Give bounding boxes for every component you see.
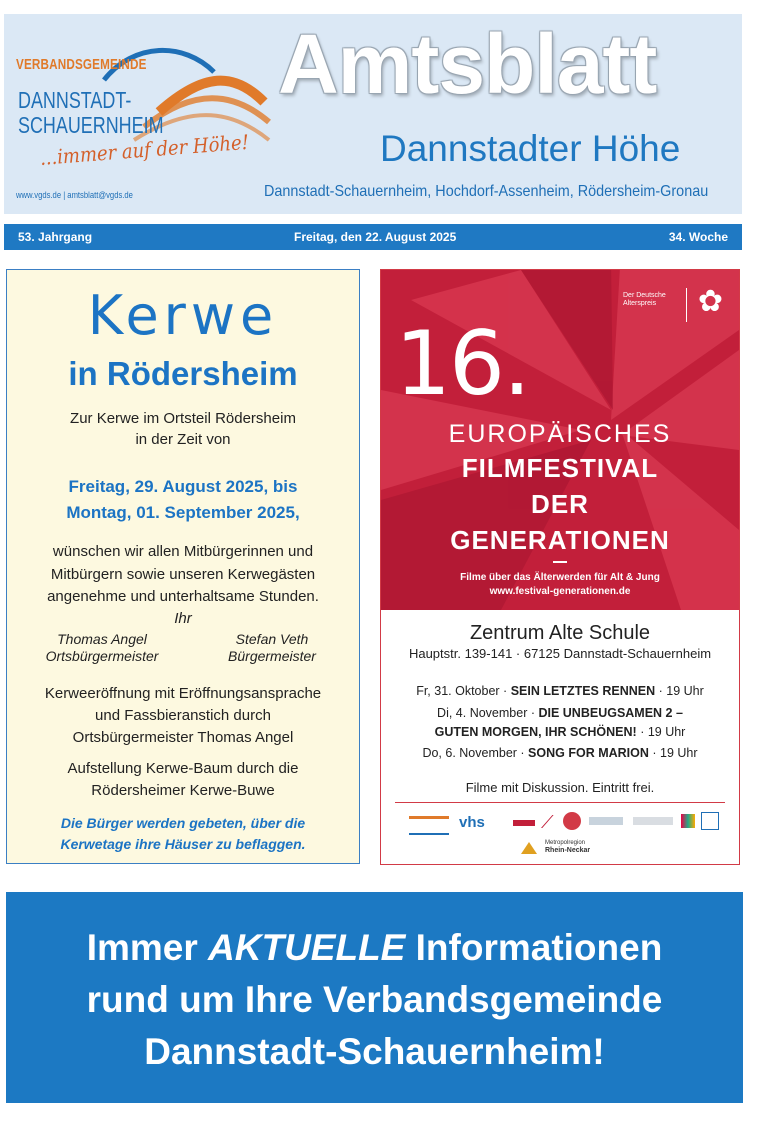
tree-line-2: Rödersheimer Kerwe-Buwe xyxy=(91,782,275,799)
festival-poster xyxy=(381,270,739,610)
issue-date: Freitag, den 22. August 2025 xyxy=(294,230,457,244)
kerwe-location: in Rödersheim xyxy=(68,355,298,392)
alterspreis-logo-text: Der Deutsche Alterspreis xyxy=(623,292,666,307)
sponsor-logo xyxy=(701,812,719,830)
info-banner xyxy=(6,892,743,1103)
screening-1 xyxy=(381,682,739,701)
metropolregion-line-2: Rhein-Neckar xyxy=(545,847,591,854)
wish-line-2: Mitbürgern sowie unseren Kerwegästen xyxy=(50,566,316,583)
date-line-2: Montag, 01. September 2025, xyxy=(66,503,300,522)
screening-time: · 19 Uhr xyxy=(648,746,698,760)
festival-swirl-icon: ✿ xyxy=(697,285,723,318)
intro-line-2: in der Zeit von xyxy=(135,431,231,448)
screening-title: SEIN LETZTES RENNEN xyxy=(510,684,656,698)
banner-emphasis: AKTUELLE xyxy=(208,927,406,968)
signature-name: Thomas Angel xyxy=(57,631,147,647)
screening-date: Do, 6. November · xyxy=(422,746,529,760)
festival-line-3: DER xyxy=(531,489,589,519)
sponsor-logo xyxy=(563,812,581,830)
volume-label: 53. Jahrgang xyxy=(18,230,93,244)
municipality-line-1: DANNSTADT- xyxy=(18,87,132,113)
date-line-1: Freitag, 29. August 2025, bis xyxy=(68,477,298,496)
banner-line-3: Dannstadt-Schauernheim! xyxy=(144,1031,605,1072)
signature-role: Ortsbürgermeister xyxy=(45,648,159,664)
sponsor-logo: ⟋ xyxy=(541,812,554,832)
sponsor-logos xyxy=(401,810,721,860)
screening-3 xyxy=(381,744,739,763)
screening-note: Filme mit Diskussion. Eintritt frei. xyxy=(465,780,655,795)
screening-date: Di, 4. November · xyxy=(437,706,539,720)
issue-info-bar xyxy=(4,224,742,250)
venue-address: Hauptstr. 139-141 · 67125 Dannstadt-Schauernheim xyxy=(408,646,712,661)
metropolregion-icon xyxy=(521,842,537,854)
publication-subtitle: Dannstadter Höhe xyxy=(380,128,681,169)
slogan: ...immer auf der Höhe! xyxy=(39,129,250,170)
week-label: 34. Woche xyxy=(668,230,728,244)
flag-request-line-1: Die Bürger werden gebeten, über die xyxy=(60,815,306,831)
metropolregion-logo xyxy=(545,840,590,854)
screening-time: · 19 Uhr xyxy=(655,684,704,698)
festival-line-4: GENERATIONEN xyxy=(450,525,670,555)
signature-name: Stefan Veth xyxy=(235,631,309,647)
screening-date: Fr, 31. Oktober · xyxy=(416,684,511,698)
municipality-line-2: SCHAUERNHEIM xyxy=(18,112,164,138)
screening-2-cont xyxy=(381,723,739,742)
banner-text: Immer xyxy=(86,927,209,968)
banner-line-1 xyxy=(6,928,743,968)
venue-name: Zentrum Alte Schule xyxy=(469,622,651,644)
municipality-name xyxy=(18,88,164,138)
banner-line-2: rund um Ihre Verbandsgemeinde xyxy=(86,979,663,1020)
sponsor-logo xyxy=(589,817,623,825)
contact-line: www.vgds.de | amtsblatt@vgds.de xyxy=(16,190,133,200)
tree-line-1: Aufstellung Kerwe-Baum durch die xyxy=(67,760,299,777)
intro-line-1: Zur Kerwe im Ortsteil Rödersheim xyxy=(70,410,296,427)
festival-url[interactable]: www.festival-generationen.de xyxy=(489,586,631,597)
metropolregion-line-1: Metropolregion xyxy=(545,840,586,846)
signature-role: Bürgermeister xyxy=(228,648,316,664)
opening-line-3: Ortsbürgermeister Thomas Angel xyxy=(72,729,294,746)
festival-caption: Filme über das Älterwerden für Alt & Jung xyxy=(460,572,660,583)
signature-buergermeister xyxy=(202,631,342,665)
opening-line-1: Kerweeröffnung mit Eröffnungsansprache xyxy=(44,685,322,702)
logo-divider xyxy=(686,288,687,322)
vhs-logo: vhs xyxy=(459,814,485,831)
film-festival-ad xyxy=(380,269,740,865)
sponsor-logo xyxy=(513,820,535,826)
sponsor-logo xyxy=(633,817,673,825)
signature-ortsbuergermeister xyxy=(27,631,177,665)
sponsor-divider xyxy=(395,802,725,803)
screening-2 xyxy=(381,704,739,723)
kerwe-title: Kerwe xyxy=(87,284,279,347)
screening-title: GUTEN MORGEN, IHR SCHÖNEN! xyxy=(434,725,637,739)
festival-edition-number: 16. xyxy=(395,312,529,415)
publication-title: Amtsblatt xyxy=(278,17,657,111)
title-underline xyxy=(553,561,567,563)
screening-time: · 19 Uhr xyxy=(636,725,686,739)
festival-line-1: EUROPÄISCHES xyxy=(448,420,672,448)
screening-title: SONG FOR MARION xyxy=(528,746,649,760)
signature-ihr: Ihr xyxy=(174,610,192,627)
kerwe-announcement xyxy=(6,269,360,864)
screening-title: DIE UNBEUGSAMEN 2 – xyxy=(538,706,683,720)
festival-line-2: FILMFESTIVAL xyxy=(461,453,659,483)
vgds-logo xyxy=(409,816,449,835)
banner-text: Informationen xyxy=(405,927,663,968)
verbandsgemeinde-label: VERBANDSGEMEINDE xyxy=(16,56,147,73)
wish-line-1: wünschen wir allen Mitbürgerinnen und xyxy=(52,543,314,560)
municipalities-list: Dannstadt-Schauernheim, Hochdorf-Assenheim, Rödersheim-Gronau xyxy=(264,183,709,200)
flag-request-line-2: Kerwetage ihre Häuser zu beflaggen. xyxy=(60,836,306,852)
sponsor-logo xyxy=(681,814,695,828)
wish-line-3: angenehme und unterhaltsame Stunden. xyxy=(47,588,319,605)
opening-line-2: und Fassbieranstich durch xyxy=(95,707,271,724)
